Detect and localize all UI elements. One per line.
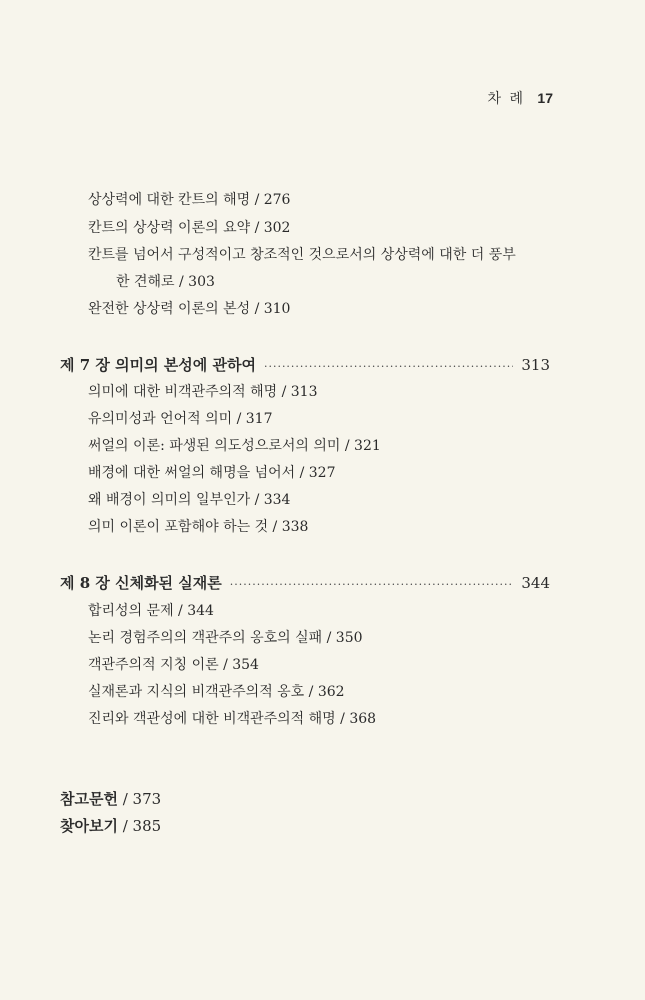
back-matter-page: / 373 [117,790,162,808]
toc-entry[interactable]: 유의미성과 언어적 의미 / 317 [88,411,273,427]
chapter-7-heading[interactable] [60,358,550,373]
toc-entry[interactable]: 상상력에 대한 칸트의 해명 / 276 [88,192,291,208]
toc-entry[interactable]: 실재론과 지식의 비객관주의적 옹호 / 362 [88,684,345,700]
toc-entry[interactable]: 논리 경험주의의 객관주의 옹호의 실패 / 350 [88,630,363,646]
page-number: 17 [537,90,553,106]
toc-entry[interactable]: 배경에 대한 써얼의 해명을 넘어서 / 327 [88,465,336,481]
toc-entry[interactable]: 진리와 객관성에 대한 비객관주의적 해명 / 368 [88,711,377,727]
chapter-8-heading[interactable] [60,576,550,591]
toc-entry[interactable]: 칸트의 상상력 이론의 요약 / 302 [88,220,291,236]
toc-entry[interactable]: 의미에 대한 비객관주의적 해명 / 313 [88,384,318,400]
dot-leader [264,361,513,372]
back-matter-label: 참고문헌 [60,790,118,808]
toc-entry-continuation[interactable]: 한 견해로 / 303 [116,274,215,290]
back-matter-index[interactable] [60,819,161,834]
toc-entry[interactable]: 써얼의 이론: 파생된 의도성으로서의 의미 / 321 [88,438,381,454]
back-matter-references[interactable] [60,792,161,807]
chapter-page: 344 [521,574,550,592]
dot-leader [230,579,514,590]
back-matter-page: / 385 [117,817,162,835]
toc-entry[interactable]: 의미 이론이 포함해야 하는 것 / 338 [88,519,309,535]
chapter-title: 제 8 장 신체화된 실재론 [60,574,222,592]
running-header [487,88,553,108]
chapter-page: 313 [521,356,550,374]
toc-entry[interactable]: 합리성의 문제 / 344 [88,603,214,619]
chapter-title: 제 7 장 의미의 본성에 관하여 [60,356,256,374]
header-title: 차 례 [487,91,525,107]
toc-entry[interactable]: 객관주의적 지칭 이론 / 354 [88,657,259,673]
toc-entry[interactable]: 완전한 상상력 이론의 본성 / 310 [88,301,291,317]
back-matter-label: 찾아보기 [60,817,118,835]
toc-entry[interactable]: 칸트를 넘어서 구성적이고 창조적인 것으로서의 상상력에 대한 더 풍부 [88,247,516,263]
toc-entry[interactable]: 왜 배경이 의미의 일부인가 / 334 [88,492,291,508]
